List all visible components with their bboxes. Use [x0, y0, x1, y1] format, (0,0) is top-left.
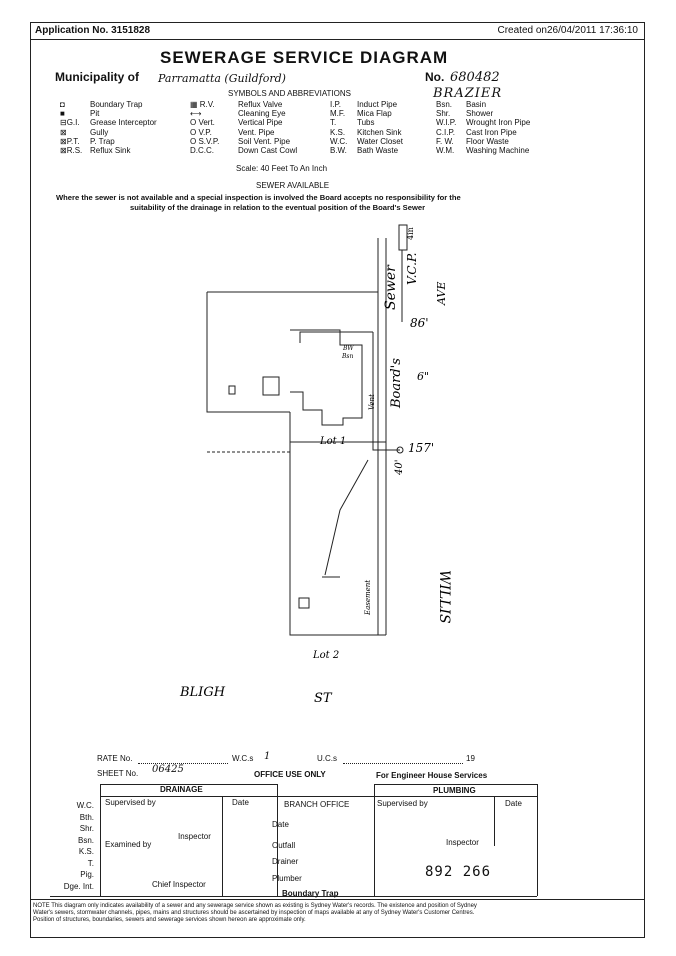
legend-abbr-1: M.F.: [330, 109, 346, 119]
footer-note: NOTE This diagram only indicates availability of a sewer and any sewerage service shown as existing is Sydney Water's records. The existence and position of Sydney Water's sewers, stormwater channels, pipes, mains and structures should be ascertained by inspection of maps available at any of Sydney Water's Customer Centres. Position of structures, boundaries, sewers and sewerage services shown hereon are approximate only.: [33, 903, 477, 923]
label-bsn: Bsn: [342, 353, 354, 360]
fixture-code-1: Bth.: [79, 812, 94, 822]
label-lot2: Lot 2: [313, 650, 340, 661]
legend-abbr-0: Bsn.: [436, 100, 453, 109]
chief-inspector: Chief Inspector: [152, 880, 206, 889]
plumbing-supervised-by: Supervised by: [377, 799, 428, 808]
legend-abbr-0: I.P.: [330, 100, 341, 109]
legend-abbr-4: F. W.: [436, 136, 454, 146]
rate-label: RATE No.: [97, 754, 133, 763]
legend-symbol-5: D.C.C.: [190, 146, 214, 156]
legend-text-4: Soil Vent. Pipe: [238, 136, 291, 146]
drain-top: [300, 332, 373, 343]
boundary-trap-label: Boundary Trap: [282, 889, 339, 898]
label-st: ST: [314, 691, 332, 706]
legend-symbol-0: ◘: [60, 100, 65, 109]
symbols-heading: SYMBOLS AND ABBREVIATIONS: [228, 89, 351, 98]
label-dist-86: 86': [410, 316, 429, 330]
label-easement: Easement: [364, 579, 372, 615]
legend-text-1: Mica Flap: [357, 109, 392, 119]
legend-abbr-4: W.C.: [330, 136, 348, 146]
outfall-label: Outfall: [272, 841, 296, 850]
wc-value: 1: [264, 751, 271, 762]
fixture-code-0: W.C.: [76, 801, 94, 810]
legend-text-5: Reflux Sink: [90, 146, 131, 156]
legend-text-5: Down Cast Cowl: [238, 146, 298, 156]
label-willis: WILLIS: [436, 570, 452, 624]
label-ave: AVE: [435, 281, 448, 305]
legend-abbr-5: W.M.: [436, 146, 455, 156]
label-dist-157: 157': [408, 441, 435, 455]
uc-label: U.C.s: [317, 754, 337, 763]
legend-text-0: Basin: [466, 100, 487, 109]
label-six: 6": [417, 370, 430, 383]
plumbing-inspector: Inspector: [446, 838, 479, 847]
year-label: 19: [466, 754, 475, 763]
plumbing-date: Date: [505, 799, 522, 808]
legend-text-2: Grease Interceptor: [90, 118, 157, 128]
fixture-code-6: Pig.: [80, 870, 94, 879]
legend-text-1: Shower: [466, 109, 494, 119]
plumbing-heading: PLUMBING: [433, 786, 476, 795]
legend-text-4: Floor Waste: [466, 136, 509, 146]
shed: [263, 377, 279, 395]
legend-text-3: Kitchen Sink: [357, 127, 402, 137]
label-boards: Board's: [389, 358, 404, 408]
label-bw: BW: [343, 345, 354, 352]
legend-symbol-3: ⊠: [60, 127, 67, 137]
legend-text-2: Wrought Iron Pipe: [466, 118, 531, 128]
inspector-label: Inspector: [178, 832, 211, 841]
label-vcp: V.C.P.: [405, 252, 419, 285]
legend-text-1: Cleaning Eye: [238, 109, 286, 119]
legend-text-4: Water Closet: [357, 136, 403, 146]
supervised-by: Supervised by: [105, 798, 156, 807]
number-label: No.: [425, 70, 445, 84]
lot-boundary-left: [207, 292, 290, 412]
label-vent: Vent: [368, 394, 376, 410]
stamp-number: 892 266: [425, 864, 492, 880]
legend-symbol-4: ⊠P.T.: [60, 136, 80, 146]
legend-text-1: Pit: [90, 109, 100, 119]
fixture-code-5: T.: [87, 858, 94, 868]
legend-symbol-3: O V.P.: [190, 127, 212, 137]
plumber-label: Plumber: [272, 874, 302, 883]
owner-name: BRAZIER: [433, 86, 503, 101]
application-number: Application No. 3151828: [35, 25, 151, 36]
branch-date: Date: [272, 820, 289, 829]
legend-text-3: Cast Iron Pipe: [466, 127, 517, 137]
examined-by: Examined by: [105, 840, 152, 849]
legend-symbol-2: O Vert.: [190, 118, 215, 128]
drainer-label: Drainer: [272, 857, 299, 866]
label-size: 4in: [406, 227, 415, 240]
number-value: 680482: [450, 70, 500, 85]
sheet-value: 06425: [152, 764, 184, 775]
legend-text-0: Induct Pipe: [357, 100, 398, 109]
drainage-heading: DRAINAGE: [160, 785, 203, 794]
legend-abbr-2: W.I.P.: [436, 118, 457, 128]
fixture-code-4: K.S.: [78, 847, 94, 856]
branch-office: BRANCH OFFICE: [284, 800, 350, 809]
scale-text: Scale: 40 Feet To An Inch: [236, 164, 328, 173]
label-sewer: Sewer: [383, 265, 399, 310]
label-lot1: Lot 1: [320, 436, 347, 447]
legend-text-2: Vertical Pipe: [238, 118, 283, 128]
pit-box: [299, 598, 309, 608]
legend-symbol-2: ⊟G.I.: [60, 118, 80, 128]
engineer-label: For Engineer House Services: [376, 771, 488, 780]
label-bligh: BLIGH: [180, 685, 226, 700]
fixture-code-2: Shr.: [79, 824, 94, 833]
legend-symbol-4: O S.V.P.: [190, 136, 220, 146]
wc-label: W.C.s: [232, 754, 254, 763]
legend-text-2: Tubs: [357, 118, 375, 128]
page-title: SEWERAGE SERVICE DIAGRAM: [160, 48, 449, 67]
legend-abbr-2: T.: [330, 118, 337, 128]
small-structure: [229, 386, 235, 394]
label-dist-40: 40': [394, 459, 405, 475]
legend-text-4: P. Trap: [90, 136, 115, 146]
legend-abbr-5: B.W.: [330, 146, 347, 156]
legend-symbol-1: ■: [60, 109, 65, 119]
disclaimer-line-2: suitability of the drainage in relation to the eventual position of the Board's Sewer: [130, 203, 426, 212]
legend-symbol-1: ⟷: [190, 109, 202, 119]
legend-symbol-5: ⊠R.S.: [60, 146, 83, 156]
municipality-value: Parramatta (Guildford): [158, 72, 286, 85]
legend-abbr-3: C.I.P.: [436, 127, 455, 137]
fixture-code-3: Bsn.: [77, 835, 94, 845]
legend-text-3: Vent. Pipe: [238, 127, 275, 137]
legend-abbr-3: K.S.: [330, 127, 346, 137]
legend-text-0: Reflux Valve: [238, 100, 283, 109]
legend-abbr-1: Shr.: [436, 109, 451, 119]
legend-symbol-0: ▦ R.V.: [190, 100, 215, 109]
drain-diag: [325, 460, 368, 575]
date-label: Date: [232, 798, 249, 807]
disclaimer-line-1: Where the sewer is not available and a special inspection is involved the Board accepts no responsibility for the: [56, 193, 461, 202]
sewer-available: SEWER AVAILABLE: [256, 181, 330, 190]
office-use: OFFICE USE ONLY: [254, 770, 326, 779]
legend-text-3: Gully: [90, 127, 109, 137]
fixture-codes: [52, 800, 94, 892]
fixture-code-7: Dge. Int.: [63, 881, 94, 891]
municipality-label: Municipality of: [55, 70, 139, 84]
created-timestamp: Created on26/04/2011 17:36:10: [497, 25, 638, 36]
legend-text-0: Boundary Trap: [90, 100, 143, 109]
sheet-label: SHEET No.: [97, 769, 139, 778]
legend-text-5: Washing Machine: [466, 146, 530, 156]
legend-text-5: Bath Waste: [357, 146, 399, 156]
